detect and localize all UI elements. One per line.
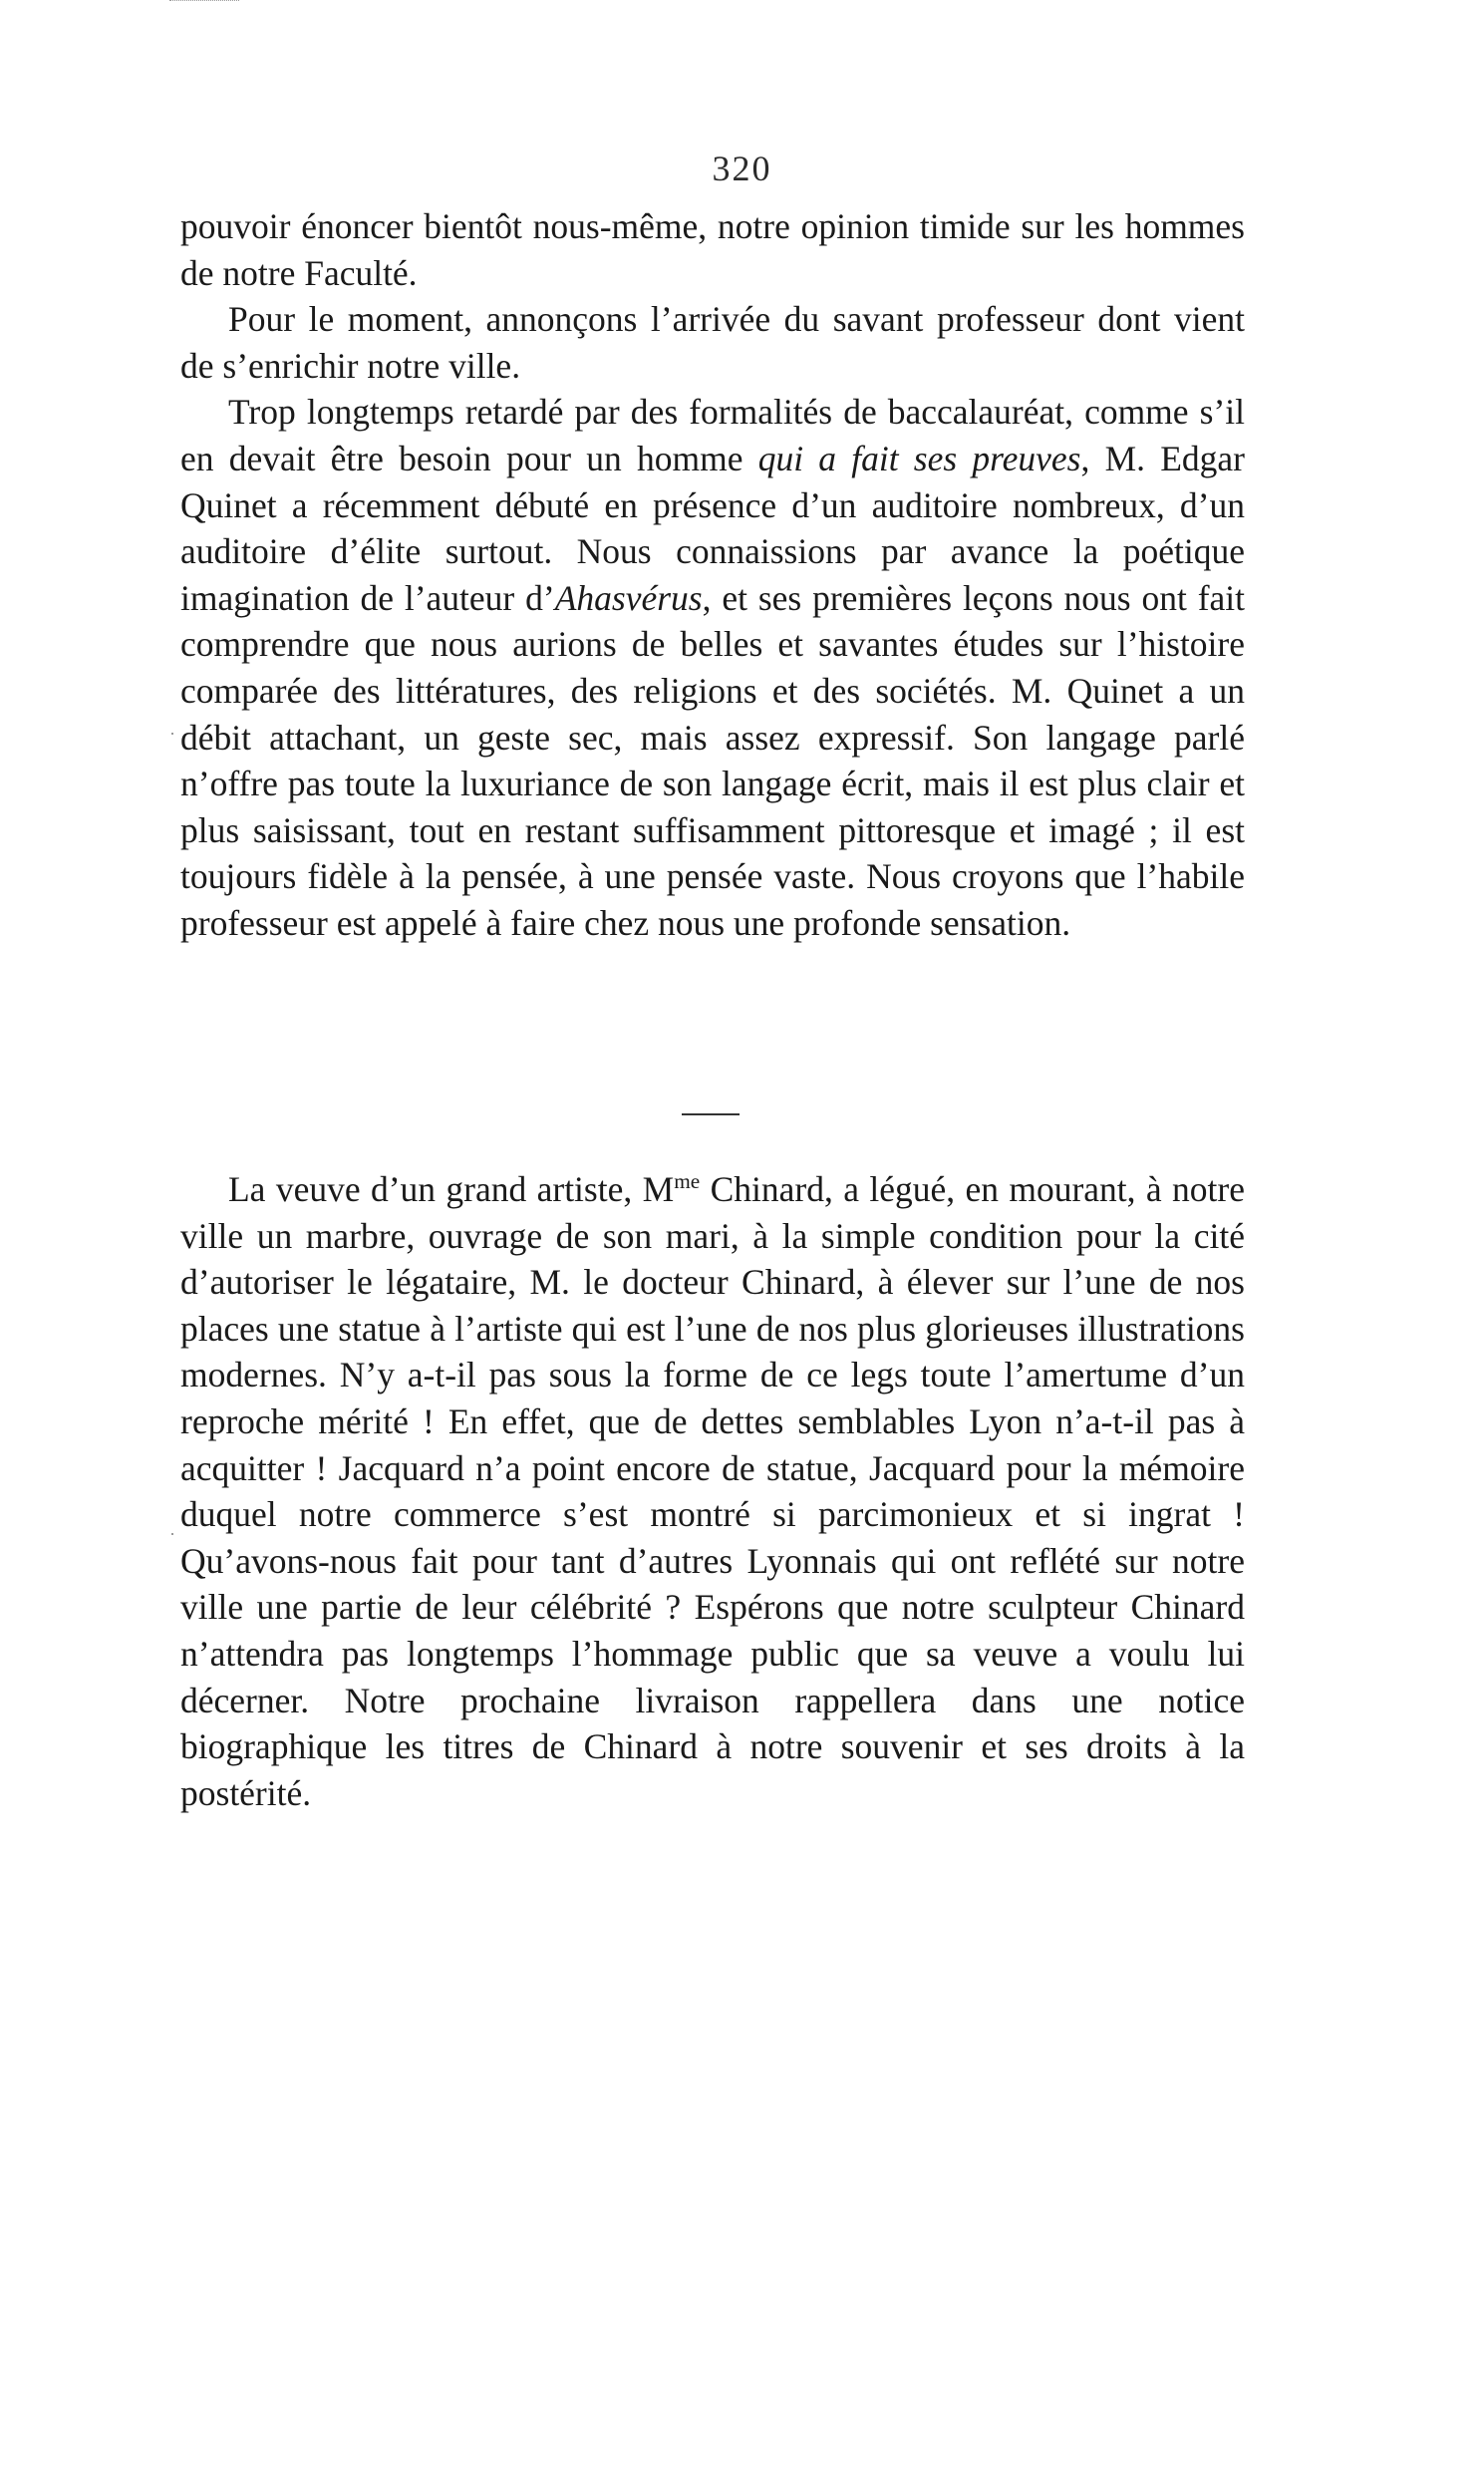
text-run: , M. Edgar Quinet a récemment débuté en présence d’un auditoire nombreux, d’un auditoire d’élite surtout. Nous connaissions par avance la poétique imagination de l’auteur d’ [180, 438, 1246, 618]
paragraph-professor-arrival: Pour le moment, annonçons l’arrivée du savant professeur dont vient de s’enrichir notre ville. [180, 299, 1245, 386]
scan-artifact [169, 0, 239, 2]
italic-phrase: qui a fait ses preuves [757, 438, 1081, 478]
article-chinard [180, 1166, 1245, 1816]
article-faculty [180, 203, 1245, 947]
section-separator [682, 1113, 740, 1115]
text-run: La veuve d’un grand artiste, M [228, 1169, 675, 1209]
text-run: Trop longtemps retardé par des formalités de baccalauréat, comme s’il en devait être besoin pour un homme [180, 392, 1245, 478]
page-number: 320 [712, 149, 772, 188]
paragraph-chinard-bequest [180, 1166, 1245, 1816]
book-title-ahasverus: Ahasvérus [554, 577, 703, 618]
paragraph-quinet [180, 389, 1245, 946]
text-run: , et ses premières leçons nous ont fait comprendre que nous aurions de belles et savantes études sur l’histoire comparée des littératures, des religions et des sociétés. M. Quinet a un débit attachant, un geste sec, mais assez expressif. Son langage parlé n’offre pas toute la luxuriance de son langage écrit, mais il est plus clair et plus saisissant, tout en restant suffisamment pittoresque et imagé ; il est toujours fidèle à la pensée, à une pensée vaste. Nous croyons que l’habile professeur est appelé à faire chez nous une profonde sensation. [180, 577, 1246, 943]
paragraph-continuation: pouvoir énoncer bientôt nous-même, notre opinion timide sur les hommes de notre Faculté. [180, 206, 1245, 293]
superscript-me: me [674, 1169, 701, 1194]
scan-artifact [171, 733, 173, 735]
scan-artifact [171, 1533, 173, 1535]
text-run: Chinard, a légué, en mourant, à notre ville un marbre, ouvrage de son mari, à la simple condition pour la cité d’autoriser le légataire, M. le docteur Chinard, à élever sur l’une de nos places une statue à l’artiste qui est l’une de nos plus glorieuses illustrations modernes. N’y a-t-il pas sous la forme de ce legs toute l’amertume d’un reproche mérité ! En effet, que de dettes semblables Lyon n’a-t-il pas à acquitter ! Jacquard n’a point encore de statue, Jacquard pour la mémoire duquel notre commerce s’est montré si parcimonieux et si ingrat ! Qu’avons-nous fait pour tant d’autres Lyonnais qui ont reflété sur notre ville une partie de leur célébrité ? Espérons que notre sculpteur Chinard n’attendra pas longtemps l’hommage public que sa veuve a voulu lui décerner. Notre prochaine livraison rappellera dans une notice biographique les titres de Chinard à notre souvenir et ses droits à la postérité. [180, 1169, 1245, 1813]
